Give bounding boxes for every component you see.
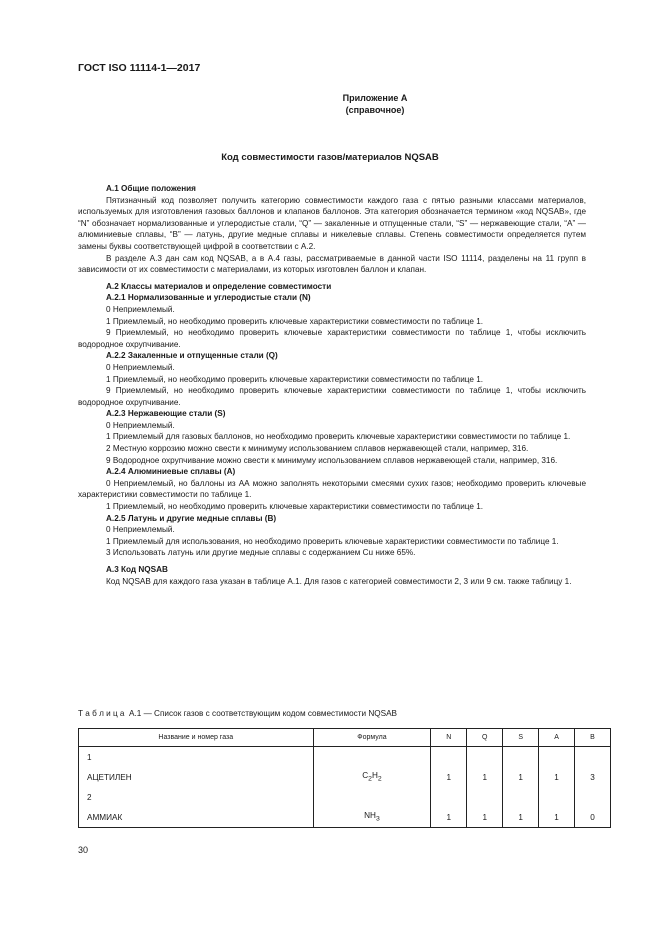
paragraph: В разделе А.3 дан сам код NQSAB, а в А.4 газы, рассматриваемые в данной части ISO 11114, разделены на 11 групп в зависимости от их совместимости с материалами, из которых изготовлен баллон и клапан. [78, 253, 586, 275]
code-q: 1 [467, 807, 503, 828]
code-n: 1 [431, 807, 467, 828]
column-header: S [503, 729, 539, 747]
table-caption: Т а б л и ц а А.1 — Список газов с соответствующим кодом совместимости NQSAB [78, 709, 397, 718]
code-q: 1 [467, 767, 503, 787]
group-number: 1 [79, 747, 314, 768]
paragraph: 0 Неприемлемый. [106, 362, 175, 372]
annex-subtitle: (справочное) [345, 105, 405, 115]
page-number: 30 [78, 845, 89, 855]
paragraph: 1 Приемлемый для газовых баллонов, но необходимо проверить ключевые характеристики совместимости по таблице 1. [106, 432, 571, 442]
section-heading: А.2.4 Алюминиевые сплавы (А) [106, 467, 236, 477]
code-b: 0 [575, 807, 611, 828]
column-header: N [431, 729, 467, 747]
column-header: B [575, 729, 611, 747]
paragraph: 9 Приемлемый, но необходимо проверить ключевые характеристики совместимости по таблице 1, чтобы исключить водородное охрупчивание. [78, 328, 586, 349]
table-header-row [79, 729, 611, 747]
code-a: 1 [539, 767, 575, 787]
nqsab-table [78, 728, 611, 828]
column-header: Формула [313, 729, 431, 747]
section-heading: А.3 Код NQSAB [106, 565, 168, 574]
paragraph: Код NQSAB для каждого газа указан в таблице А.1. Для газов с категорией совместимости 2, 3 или 9 см. также таблицу 1. [106, 576, 572, 586]
document-header: ГОСТ ISO 11114-1—2017 [78, 62, 201, 74]
column-header: A [539, 729, 575, 747]
paragraph: 9 Приемлемый, но необходимо проверить ключевые характеристики совместимости по таблице 1, чтобы исключить водородное охрупчивание. [78, 386, 586, 407]
gas-name: АЦЕТИЛЕН [79, 767, 314, 787]
section-heading: А.2.1 Нормализованные и углеродистые стали (N) [106, 293, 311, 303]
table-row [79, 807, 611, 828]
section-heading: А.2.3 Нержавеющие стали (S) [106, 409, 226, 419]
gas-formula: $C_2H_2$ [313, 767, 431, 787]
section-heading: А.2.2 Закаленные и отпущенные стали (Q) [106, 351, 278, 361]
paragraph: 0 Неприемлемый. [106, 304, 175, 314]
main-title: Код совместимости газов/материалов NQSAB [221, 152, 439, 163]
paragraph: 3 Использовать латунь или другие медные сплавы с содержанием Cu ниже 65%. [106, 548, 416, 558]
paragraph: Пятизначный код позволяет получить категорию совместимости каждого газа с пятью разными классами материалов, используемых для изготовления газовых баллонов и клапанов баллонов. Эта категория обозначается термином «код NQSAB», где “N” обозначает нормализованные и углеродистые стали, “Q” — закаленные и отпущенные стали, “S” — нержавеющие стали, “A” — алюминиевые сплавы, “B” — латунь, другие медные сплавы и никелевые сплавы. Степень совместимости определяется путем замены буквы соответствующей цифрой в соответствии с А.2. [78, 195, 586, 251]
column-header: Название и номер газа [79, 729, 314, 747]
section-heading: А.1 Общие положения [106, 184, 196, 193]
column-header: Q [467, 729, 503, 747]
paragraph: 2 Местную коррозию можно свести к минимуму использованием сплавов нержавеющей стали, например, 316. [106, 444, 529, 454]
paragraph: 9 Водородное охрупчивание можно свести к минимуму использованием сплавов нержавеющей стали, например, 316. [106, 455, 558, 465]
paragraph: 1 Приемлемый, но необходимо проверить ключевые характеристики совместимости по таблице 1. [106, 316, 484, 326]
code-s: 1 [503, 807, 539, 828]
paragraph: 1 Приемлемый, но необходимо проверить ключевые характеристики совместимости по таблице 1. [106, 502, 484, 512]
code-b: 3 [575, 767, 611, 787]
paragraph: 0 Неприемлемый. [106, 525, 175, 535]
document-body [78, 183, 586, 587]
code-n: 1 [431, 767, 467, 787]
gas-formula: $NH_3$ [313, 807, 431, 828]
paragraph: 1 Приемлемый, но необходимо проверить ключевые характеристики совместимости по таблице 1. [106, 374, 484, 384]
code-a: 1 [539, 807, 575, 828]
paragraph: 0 Неприемлемый. [106, 420, 175, 430]
table-row [79, 787, 611, 807]
table-row [79, 747, 611, 768]
section-heading: А.2 Классы материалов и определение совместимости [106, 281, 332, 291]
code-s: 1 [503, 767, 539, 787]
group-number: 2 [79, 787, 314, 807]
annex-title: Приложение А [342, 93, 408, 103]
table-row [79, 767, 611, 787]
paragraph: 1 Приемлемый для использования, но необходимо проверить ключевые характеристики совместимости по таблице 1. [106, 536, 559, 546]
gas-name: АММИАК [79, 807, 314, 828]
section-heading: А.2.5 Латунь и другие медные сплавы (В) [106, 513, 277, 523]
paragraph: 0 Неприемлемый, но баллоны из АА можно заполнять некоторыми смесями сухих газов; необходимо проверить ключевые характеристики совместимости по таблице 1. [78, 478, 586, 500]
